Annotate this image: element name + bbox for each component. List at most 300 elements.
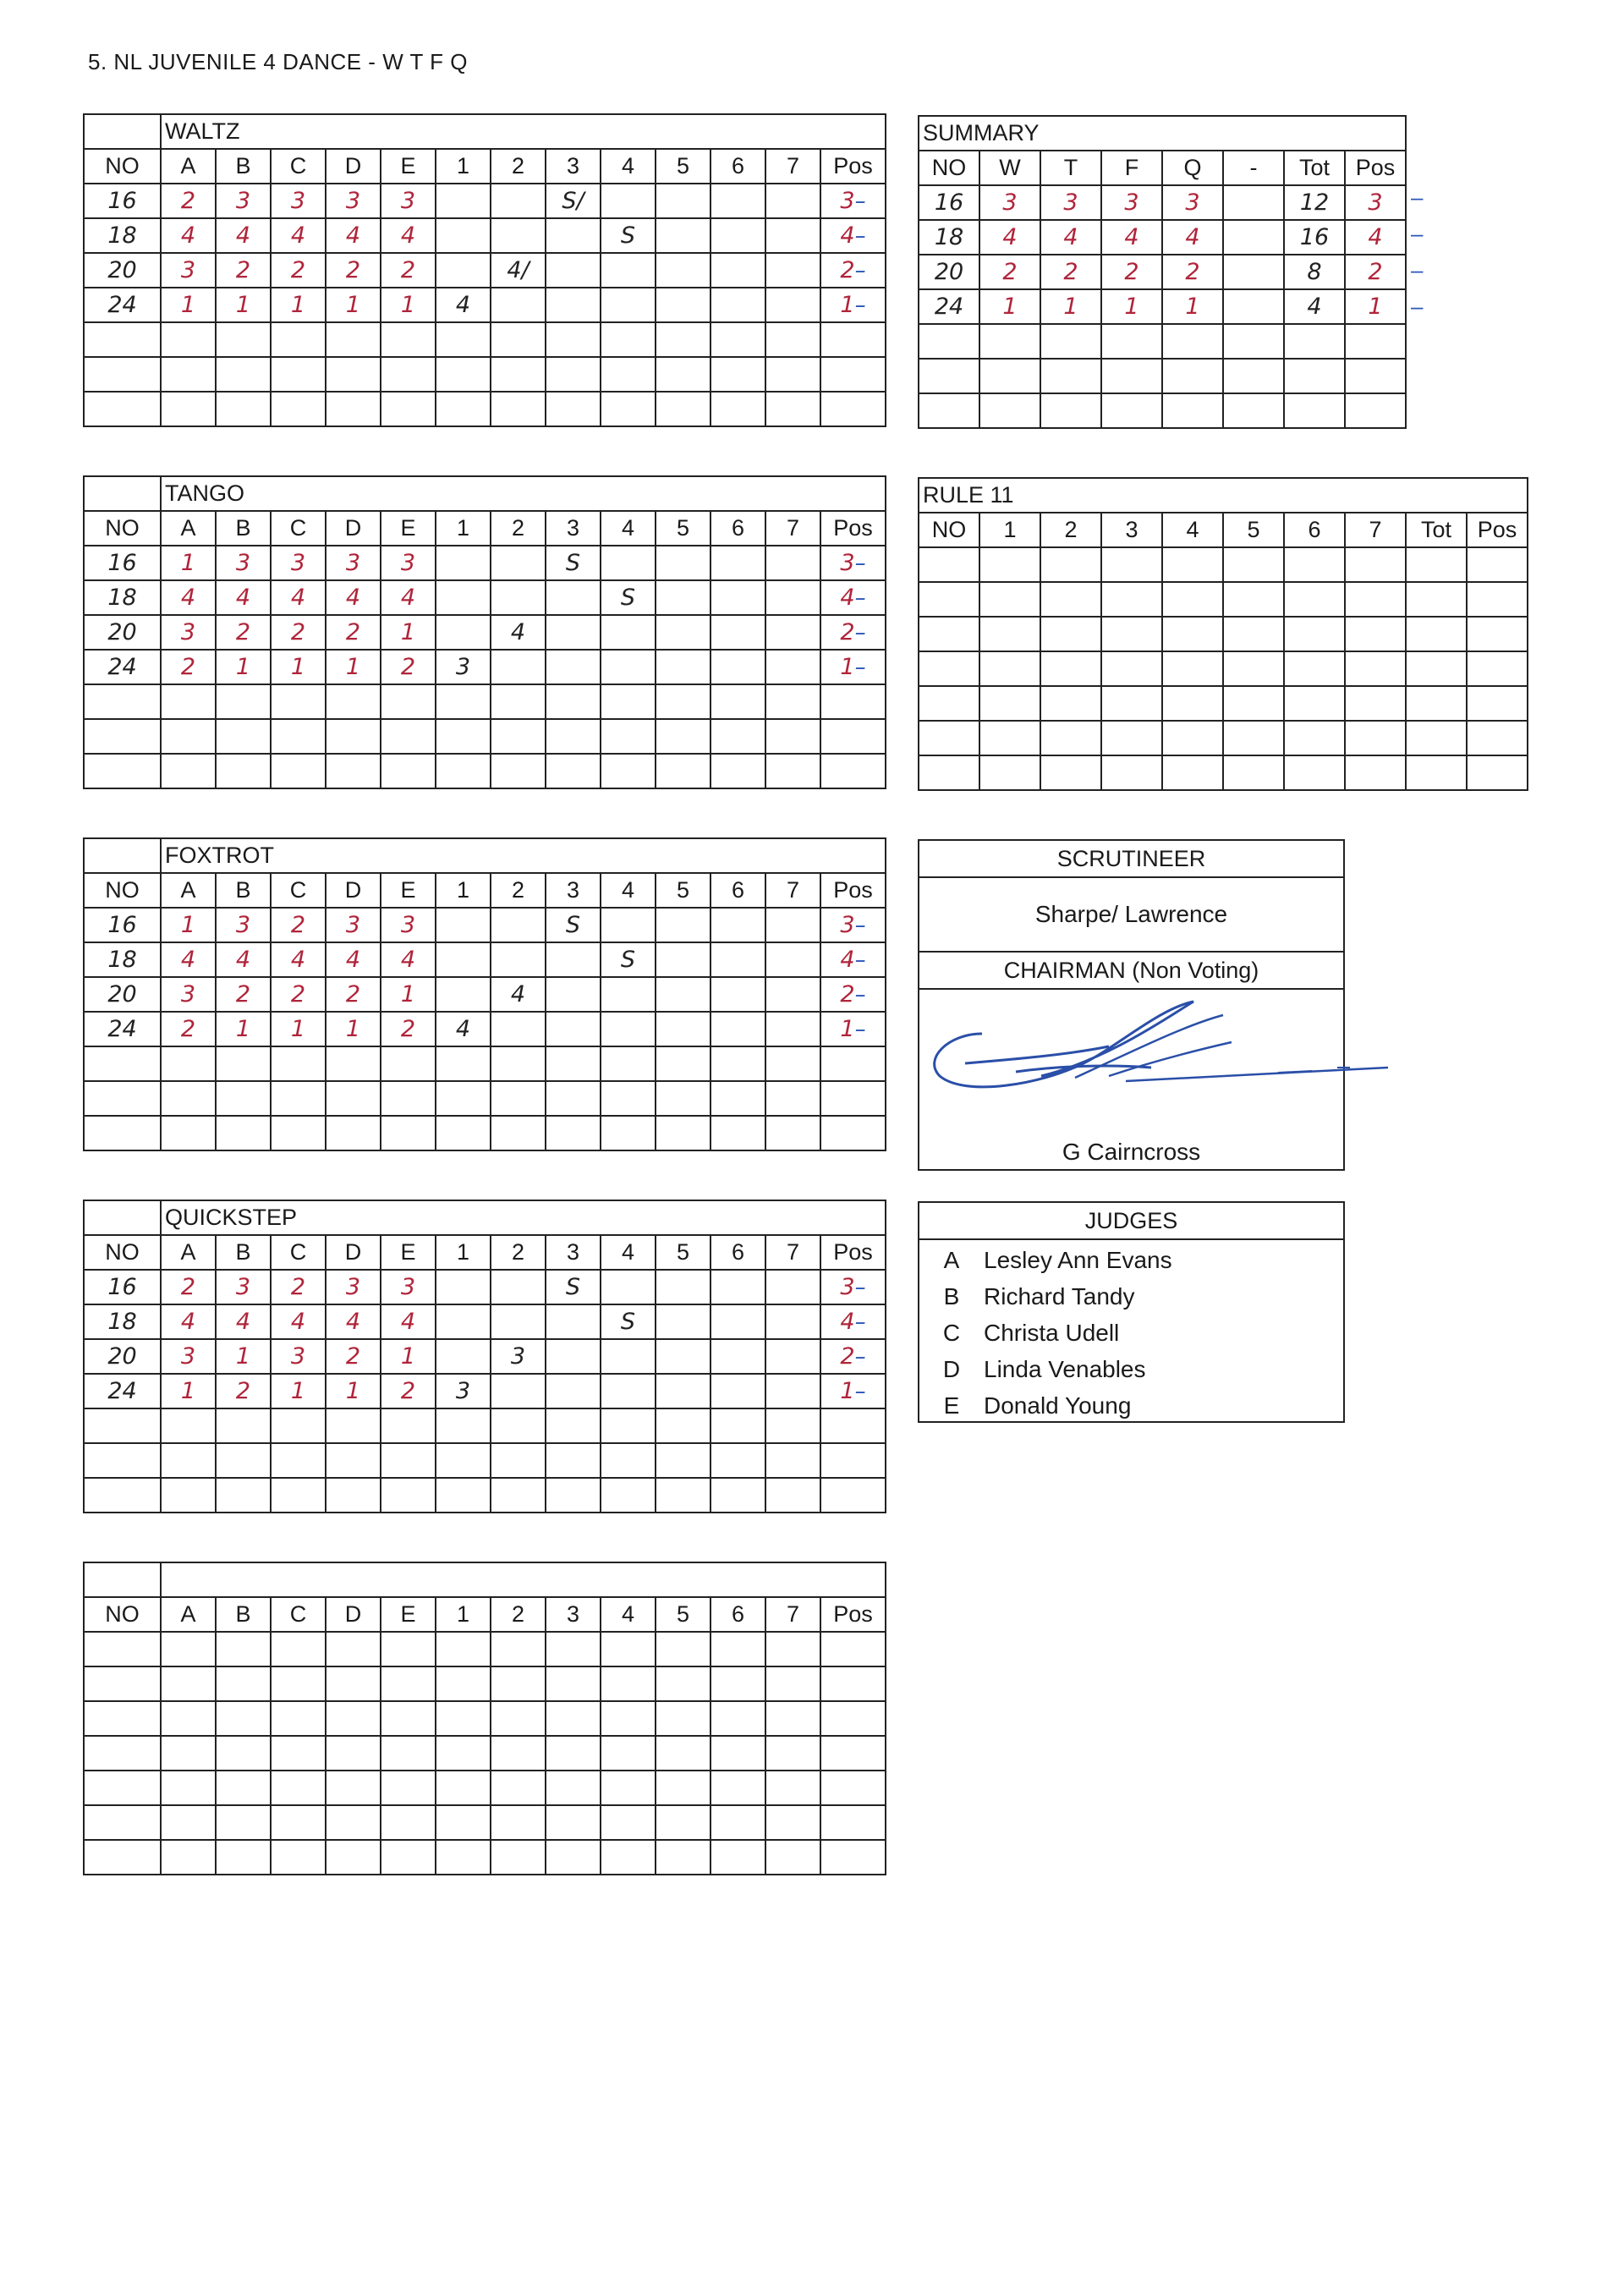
column-header: 2 bbox=[491, 149, 546, 184]
position bbox=[820, 650, 886, 684]
empty-cell bbox=[1345, 721, 1406, 755]
empty-cell bbox=[979, 393, 1040, 428]
empty-cell bbox=[710, 1805, 765, 1840]
column-header: C bbox=[271, 511, 326, 546]
dance-place: 2 bbox=[1040, 255, 1101, 289]
judge-name: Donald Young bbox=[984, 1392, 1132, 1419]
column-header: NO bbox=[84, 1597, 161, 1632]
judge-mark: 4 bbox=[216, 942, 271, 977]
empty-cell bbox=[546, 1632, 601, 1666]
total: 16 bbox=[1284, 220, 1345, 255]
empty-cell bbox=[381, 1840, 436, 1875]
place-count bbox=[601, 615, 656, 650]
place-count bbox=[546, 1374, 601, 1408]
column-header: 3 bbox=[546, 511, 601, 546]
empty-cell bbox=[381, 1805, 436, 1840]
empty-cell bbox=[381, 1736, 436, 1771]
place-count bbox=[546, 650, 601, 684]
position bbox=[820, 288, 886, 322]
table-row bbox=[919, 324, 1406, 359]
empty-cell bbox=[271, 1805, 326, 1840]
table-row bbox=[84, 580, 886, 615]
judges-panel bbox=[918, 1201, 1345, 1423]
empty-cell bbox=[919, 547, 979, 582]
table-row bbox=[84, 546, 886, 580]
column-header: D bbox=[326, 1597, 381, 1632]
dance-title: QUICKSTEP bbox=[161, 1200, 886, 1235]
empty-cell bbox=[1223, 651, 1284, 686]
empty-cell bbox=[271, 754, 326, 788]
empty-cell bbox=[436, 719, 491, 754]
empty-cell bbox=[216, 1701, 271, 1736]
judge-mark: 1 bbox=[326, 650, 381, 684]
place-count bbox=[601, 1374, 656, 1408]
judge-mark: 4 bbox=[216, 1304, 271, 1339]
column-header: C bbox=[271, 1235, 326, 1270]
empty-cell bbox=[601, 684, 656, 719]
place-count bbox=[491, 1374, 546, 1408]
judge-mark: 2 bbox=[271, 1270, 326, 1304]
column-header: T bbox=[1040, 151, 1101, 185]
judge-mark: 1 bbox=[216, 288, 271, 322]
empty-cell bbox=[601, 357, 656, 392]
empty-cell bbox=[1223, 721, 1284, 755]
column-header: 5 bbox=[656, 873, 710, 908]
position-value: 1 bbox=[840, 1378, 855, 1404]
column-header: Pos bbox=[820, 1235, 886, 1270]
empty-cell bbox=[820, 392, 886, 426]
rule11-title: RULE 11 bbox=[919, 478, 1528, 513]
empty-cell bbox=[161, 322, 216, 357]
couple-number: 18 bbox=[919, 220, 979, 255]
empty-cell bbox=[381, 1478, 436, 1513]
empty-cell bbox=[436, 1046, 491, 1081]
table-row bbox=[84, 1339, 886, 1374]
check-mark-icon: – bbox=[854, 189, 866, 214]
place-count bbox=[546, 942, 601, 977]
empty-cell bbox=[820, 719, 886, 754]
position-value: 2 bbox=[840, 257, 855, 283]
position bbox=[820, 184, 886, 218]
empty-cell bbox=[820, 357, 886, 392]
empty-cell bbox=[491, 1736, 546, 1771]
dance-place: 3 bbox=[1040, 185, 1101, 220]
empty-cell bbox=[216, 1046, 271, 1081]
position-value: 3 bbox=[840, 550, 855, 576]
judge-mark: 3 bbox=[161, 253, 216, 288]
judge-mark: 4 bbox=[381, 1304, 436, 1339]
empty-cell bbox=[1101, 582, 1162, 617]
place-count bbox=[765, 615, 820, 650]
place-count bbox=[710, 1374, 765, 1408]
empty-cell bbox=[1223, 255, 1284, 289]
empty-cell bbox=[326, 1443, 381, 1478]
table-row bbox=[919, 617, 1528, 651]
empty-cell bbox=[84, 357, 161, 392]
empty-cell bbox=[765, 1443, 820, 1478]
empty-cell bbox=[326, 1771, 381, 1805]
column-header: E bbox=[381, 1235, 436, 1270]
table-row bbox=[84, 1666, 886, 1701]
dance-place: 2 bbox=[1162, 255, 1223, 289]
column-header: 5 bbox=[1223, 513, 1284, 547]
place-count: 4 bbox=[491, 977, 546, 1012]
empty-cell bbox=[919, 359, 979, 393]
place-count bbox=[710, 650, 765, 684]
check-mark-icon: – bbox=[1411, 184, 1424, 210]
place-count bbox=[546, 218, 601, 253]
empty-cell bbox=[656, 1081, 710, 1116]
empty-cell bbox=[1223, 582, 1284, 617]
place-count bbox=[710, 546, 765, 580]
empty-cell bbox=[216, 392, 271, 426]
judge-mark: 2 bbox=[161, 1270, 216, 1304]
place-count bbox=[436, 580, 491, 615]
empty-cell bbox=[656, 1736, 710, 1771]
empty-cell bbox=[326, 1478, 381, 1513]
position-value: 1 bbox=[840, 1016, 855, 1042]
place-count bbox=[601, 977, 656, 1012]
judge-mark: 3 bbox=[381, 908, 436, 942]
check-mark-icon: – bbox=[854, 293, 866, 318]
empty-cell bbox=[601, 322, 656, 357]
column-header: E bbox=[381, 1597, 436, 1632]
empty-cell bbox=[1101, 359, 1162, 393]
empty-cell bbox=[161, 1632, 216, 1666]
empty-cell bbox=[1345, 547, 1406, 582]
column-header: Pos bbox=[820, 149, 886, 184]
empty-cell bbox=[216, 1116, 271, 1150]
empty-cell bbox=[765, 1081, 820, 1116]
position bbox=[820, 1339, 886, 1374]
empty-cell bbox=[1467, 651, 1528, 686]
empty-cell bbox=[546, 684, 601, 719]
empty-cell bbox=[919, 721, 979, 755]
empty-cell bbox=[765, 392, 820, 426]
summary-table bbox=[918, 115, 1407, 429]
empty-cell bbox=[1406, 582, 1467, 617]
place-count: S bbox=[546, 546, 601, 580]
empty-cell bbox=[271, 1771, 326, 1805]
column-header: 4 bbox=[601, 1597, 656, 1632]
empty-cell bbox=[765, 1408, 820, 1443]
column-header: 2 bbox=[491, 1597, 546, 1632]
position-value: 4 bbox=[840, 222, 855, 249]
table-row bbox=[84, 977, 886, 1012]
column-header: 5 bbox=[656, 511, 710, 546]
judge-row bbox=[919, 1387, 1343, 1424]
empty-cell bbox=[656, 1701, 710, 1736]
empty-cell bbox=[161, 1771, 216, 1805]
judge-mark: 2 bbox=[381, 253, 436, 288]
place-count: S bbox=[601, 218, 656, 253]
table-row bbox=[919, 755, 1528, 790]
table-row bbox=[84, 754, 886, 788]
empty-cell bbox=[1040, 755, 1101, 790]
table-row bbox=[84, 615, 886, 650]
place-count bbox=[765, 546, 820, 580]
empty-cell bbox=[656, 1632, 710, 1666]
judge-letter: C bbox=[942, 1319, 961, 1346]
empty-cell bbox=[546, 1046, 601, 1081]
place-count bbox=[656, 1374, 710, 1408]
final-position: 2 bbox=[1345, 255, 1406, 289]
check-mark-icon: – bbox=[854, 1379, 866, 1404]
column-header: 6 bbox=[710, 149, 765, 184]
place-count bbox=[491, 1012, 546, 1046]
empty-cell bbox=[919, 324, 979, 359]
place-count bbox=[601, 1339, 656, 1374]
place-count bbox=[765, 650, 820, 684]
empty-cell bbox=[1345, 359, 1406, 393]
empty-cell bbox=[271, 719, 326, 754]
empty-cell bbox=[710, 357, 765, 392]
empty-cell bbox=[820, 1116, 886, 1150]
judge-mark: 3 bbox=[381, 184, 436, 218]
table-row bbox=[84, 288, 886, 322]
empty-cell bbox=[979, 686, 1040, 721]
judge-mark: 2 bbox=[271, 615, 326, 650]
column-header: C bbox=[271, 149, 326, 184]
dance-place: 4 bbox=[1101, 220, 1162, 255]
empty-cell bbox=[381, 322, 436, 357]
table-row bbox=[84, 719, 886, 754]
place-count bbox=[656, 1012, 710, 1046]
empty-cell bbox=[1345, 324, 1406, 359]
judge-mark: 1 bbox=[161, 908, 216, 942]
table-row bbox=[84, 1408, 886, 1443]
final-position: 1 bbox=[1345, 289, 1406, 324]
total: 12 bbox=[1284, 185, 1345, 220]
empty-cell bbox=[1162, 721, 1223, 755]
place-count bbox=[710, 184, 765, 218]
table-row bbox=[919, 185, 1406, 220]
empty-cell bbox=[1223, 755, 1284, 790]
empty-cell bbox=[84, 1478, 161, 1513]
position-value: 3 bbox=[840, 1274, 855, 1300]
judge-mark: 4 bbox=[161, 942, 216, 977]
empty-cell bbox=[216, 322, 271, 357]
empty-cell bbox=[765, 1805, 820, 1840]
place-count bbox=[765, 1012, 820, 1046]
table-row bbox=[84, 253, 886, 288]
table-row bbox=[919, 393, 1406, 428]
chairman-signature bbox=[919, 990, 1343, 1117]
empty-cell bbox=[546, 1805, 601, 1840]
dance-place: 2 bbox=[1101, 255, 1162, 289]
column-header: NO bbox=[84, 511, 161, 546]
empty-cell bbox=[326, 719, 381, 754]
column-header: NO bbox=[919, 151, 979, 185]
column-header: Pos bbox=[1467, 513, 1528, 547]
table-row bbox=[84, 1443, 886, 1478]
empty-cell bbox=[546, 1771, 601, 1805]
empty-cell bbox=[381, 1701, 436, 1736]
empty-cell bbox=[216, 1408, 271, 1443]
judge-mark: 1 bbox=[216, 1012, 271, 1046]
empty-cell bbox=[1162, 755, 1223, 790]
place-count bbox=[656, 650, 710, 684]
empty-cell bbox=[1345, 617, 1406, 651]
empty-cell bbox=[491, 1701, 546, 1736]
dance-place: 4 bbox=[1040, 220, 1101, 255]
empty-cell bbox=[546, 1116, 601, 1150]
column-header: Pos bbox=[820, 873, 886, 908]
empty-cell bbox=[161, 1701, 216, 1736]
empty-cell bbox=[765, 1116, 820, 1150]
empty-cell bbox=[710, 684, 765, 719]
empty-cell bbox=[979, 617, 1040, 651]
position bbox=[820, 1304, 886, 1339]
table-row bbox=[84, 684, 886, 719]
empty-cell bbox=[765, 684, 820, 719]
empty-cell bbox=[161, 357, 216, 392]
empty-cell bbox=[765, 1771, 820, 1805]
judge-mark: 1 bbox=[271, 1374, 326, 1408]
position-value: 2 bbox=[840, 981, 855, 1007]
column-header: 5 bbox=[656, 149, 710, 184]
empty-cell bbox=[710, 1736, 765, 1771]
empty-cell bbox=[656, 1666, 710, 1701]
empty-cell bbox=[710, 1478, 765, 1513]
place-count bbox=[546, 253, 601, 288]
judge-mark: 2 bbox=[271, 977, 326, 1012]
judge-mark: 1 bbox=[271, 650, 326, 684]
position bbox=[820, 615, 886, 650]
place-count bbox=[491, 546, 546, 580]
position bbox=[820, 908, 886, 942]
place-count bbox=[765, 908, 820, 942]
place-count bbox=[601, 908, 656, 942]
table-row bbox=[84, 1701, 886, 1736]
check-mark-icon: – bbox=[1411, 294, 1424, 319]
empty-cell bbox=[271, 1666, 326, 1701]
column-header: 1 bbox=[436, 1597, 491, 1632]
empty-cell bbox=[656, 1443, 710, 1478]
table-row bbox=[84, 1805, 886, 1840]
empty-cell bbox=[1223, 324, 1284, 359]
place-count bbox=[436, 977, 491, 1012]
empty-cell bbox=[436, 754, 491, 788]
place-count bbox=[601, 1270, 656, 1304]
place-count bbox=[491, 580, 546, 615]
judge-mark: 4 bbox=[271, 580, 326, 615]
place-count bbox=[710, 253, 765, 288]
empty-cell bbox=[546, 719, 601, 754]
empty-cell bbox=[326, 684, 381, 719]
empty-cell bbox=[491, 1771, 546, 1805]
empty-cell bbox=[271, 1736, 326, 1771]
column-header: E bbox=[381, 873, 436, 908]
place-count bbox=[491, 942, 546, 977]
empty-cell bbox=[326, 754, 381, 788]
column-header: D bbox=[326, 873, 381, 908]
empty-cell bbox=[326, 1632, 381, 1666]
place-count bbox=[436, 615, 491, 650]
empty-cell bbox=[1223, 185, 1284, 220]
column-header: 7 bbox=[765, 511, 820, 546]
empty-cell bbox=[765, 1701, 820, 1736]
empty-cell bbox=[271, 357, 326, 392]
empty-cell bbox=[1467, 617, 1528, 651]
empty-cell bbox=[84, 1805, 161, 1840]
column-header: B bbox=[216, 511, 271, 546]
column-header: 4 bbox=[601, 149, 656, 184]
position bbox=[820, 1270, 886, 1304]
empty-cell bbox=[1223, 220, 1284, 255]
empty-cell bbox=[381, 1046, 436, 1081]
scrutineer-panel bbox=[918, 839, 1345, 1171]
empty-cell bbox=[216, 684, 271, 719]
empty-cell bbox=[546, 1408, 601, 1443]
judge-mark: 2 bbox=[161, 184, 216, 218]
empty-cell bbox=[436, 322, 491, 357]
dance-table-blank bbox=[83, 1562, 886, 1875]
table-row bbox=[919, 686, 1528, 721]
empty-cell bbox=[381, 1081, 436, 1116]
judge-mark: 1 bbox=[161, 1374, 216, 1408]
check-mark-icon: – bbox=[854, 655, 866, 680]
empty-cell bbox=[326, 1840, 381, 1875]
dance-table-quickstep bbox=[83, 1200, 886, 1513]
column-header: Tot bbox=[1284, 151, 1345, 185]
scrutineer-title: SCRUTINEER bbox=[919, 841, 1343, 878]
empty-cell bbox=[710, 1771, 765, 1805]
empty-cell bbox=[271, 1046, 326, 1081]
empty-cell bbox=[161, 1736, 216, 1771]
place-count bbox=[765, 218, 820, 253]
judge-mark: 4 bbox=[326, 580, 381, 615]
empty-cell bbox=[1467, 547, 1528, 582]
empty-cell bbox=[546, 1701, 601, 1736]
judge-mark: 2 bbox=[216, 253, 271, 288]
place-count bbox=[710, 977, 765, 1012]
place-count: S bbox=[546, 908, 601, 942]
empty-cell bbox=[84, 719, 161, 754]
empty-cell bbox=[656, 1840, 710, 1875]
place-count bbox=[546, 288, 601, 322]
empty-cell bbox=[326, 1666, 381, 1701]
column-header: NO bbox=[84, 149, 161, 184]
judge-mark: 4 bbox=[216, 218, 271, 253]
empty-cell bbox=[1162, 324, 1223, 359]
empty-cell bbox=[820, 754, 886, 788]
judge-mark: 3 bbox=[271, 1339, 326, 1374]
column-header: 2 bbox=[491, 511, 546, 546]
empty-cell bbox=[271, 322, 326, 357]
empty-cell bbox=[161, 719, 216, 754]
empty-cell bbox=[381, 392, 436, 426]
empty-cell bbox=[1040, 651, 1101, 686]
dance-table-waltz bbox=[83, 113, 886, 427]
empty-cell bbox=[656, 754, 710, 788]
column-header: E bbox=[381, 149, 436, 184]
judge-mark: 4 bbox=[326, 218, 381, 253]
column-header: 3 bbox=[1101, 513, 1162, 547]
empty-cell bbox=[491, 1116, 546, 1150]
empty-cell bbox=[601, 754, 656, 788]
empty-cell bbox=[491, 1840, 546, 1875]
position-value: 4 bbox=[840, 947, 855, 973]
place-count bbox=[710, 942, 765, 977]
empty-cell bbox=[919, 651, 979, 686]
empty-cell bbox=[820, 1478, 886, 1513]
column-header: 6 bbox=[710, 511, 765, 546]
dance-place: 1 bbox=[1101, 289, 1162, 324]
judge-mark: 1 bbox=[216, 1339, 271, 1374]
place-count bbox=[765, 1339, 820, 1374]
column-header: NO bbox=[84, 1235, 161, 1270]
